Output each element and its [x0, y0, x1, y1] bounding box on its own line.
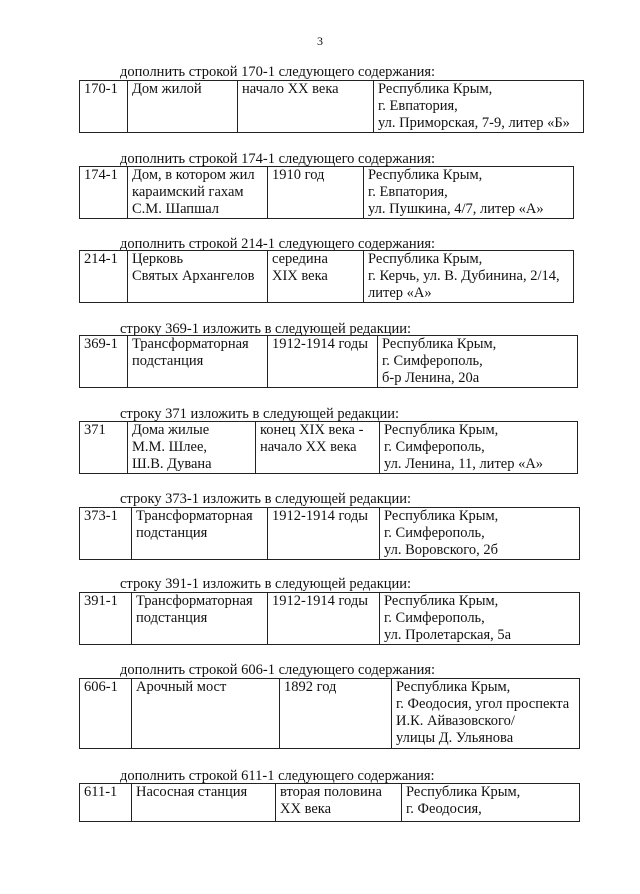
- entry-number-line: 391-1: [84, 593, 118, 609]
- object-name-line: Насосная станция: [136, 784, 248, 800]
- object-address: [364, 167, 574, 219]
- object-name-line: Святых Архангелов: [132, 268, 255, 284]
- entry-number: [80, 679, 132, 749]
- table-row: [80, 784, 580, 822]
- entry-number: [80, 784, 132, 822]
- object-name: [132, 784, 276, 822]
- object-name: [132, 679, 280, 749]
- object-address-line: ул. Воровского, 2б: [384, 542, 498, 558]
- entry-number-line: 369-1: [84, 336, 118, 352]
- object-address: [402, 784, 580, 822]
- object-address-line: Республика Крым,: [382, 336, 497, 352]
- object-date-line: конец XIX века -: [260, 422, 364, 438]
- entry-number-line: 170-1: [84, 81, 118, 97]
- object-name-line: Трансформаторная: [132, 336, 249, 352]
- object-name-line: Трансформаторная: [136, 508, 253, 524]
- object-date-line: 1910 год: [272, 167, 325, 183]
- table-row: [80, 251, 574, 303]
- object-name-line: подстанция: [136, 525, 208, 541]
- section-intro: дополнить строкой 611-1 следующего содержания:: [120, 768, 435, 784]
- entry-number: [80, 336, 128, 388]
- table-row: [80, 167, 574, 219]
- object-address: [380, 508, 580, 560]
- object-date-line: начало XX века: [260, 439, 357, 455]
- object-address-line: Республика Крым,: [368, 167, 483, 183]
- entry-table: [79, 421, 578, 474]
- object-name-line: подстанция: [132, 353, 204, 369]
- section-intro: дополнить строкой 606-1 следующего содержания:: [120, 662, 436, 678]
- object-address-line: ул. Ленина, 11, литер «А»: [384, 456, 544, 472]
- entry-table: [79, 783, 580, 822]
- object-date-line: начало XX века: [242, 81, 339, 97]
- section-intro: строку 391-1 изложить в следующей редакции:: [120, 576, 412, 592]
- table-row: [80, 422, 578, 474]
- section-intro: строку 373-1 изложить в следующей редакции:: [120, 491, 412, 507]
- table-row: [80, 593, 580, 645]
- object-address-line: г. Феодосия,: [406, 801, 482, 817]
- object-address-line: г. Керчь, ул. В. Дубинина, 2/14,: [368, 268, 560, 284]
- object-address-line: г. Феодосия, угол проспекта: [396, 696, 570, 712]
- object-address-line: И.К. Айвазовского/: [396, 713, 515, 729]
- object-name-line: подстанция: [136, 610, 208, 626]
- entry-number: [80, 81, 128, 133]
- object-name-line: М.М. Шлее,: [132, 439, 208, 455]
- section-intro: дополнить строкой 170-1 следующего содержания:: [120, 64, 436, 80]
- section-intro: строку 369-1 изложить в следующей редакции:: [120, 321, 412, 337]
- object-address-line: б-р Ленина, 20а: [382, 370, 480, 386]
- entry-number-line: 611-1: [84, 784, 118, 800]
- entry-number-line: 174-1: [84, 167, 118, 183]
- object-date: [238, 81, 374, 133]
- object-date: [276, 784, 402, 822]
- object-address: [364, 251, 574, 303]
- entry-table: [79, 335, 578, 388]
- entry-table: [79, 592, 580, 645]
- object-name-line: С.М. Шапшал: [132, 201, 220, 217]
- object-address: [374, 81, 584, 133]
- object-address-line: Республика Крым,: [378, 81, 493, 97]
- entry-number: [80, 508, 132, 560]
- entry-number: [80, 422, 128, 474]
- object-name: [128, 422, 256, 474]
- object-name-line: Церковь: [132, 251, 184, 267]
- object-date: [268, 336, 378, 388]
- object-date: [268, 508, 380, 560]
- object-name: [128, 251, 268, 303]
- object-address: [380, 593, 580, 645]
- object-date-line: вторая половина: [280, 784, 382, 800]
- entry-number-line: 214-1: [84, 251, 118, 267]
- object-address-line: ул. Пролетарская, 5а: [384, 627, 512, 643]
- object-address-line: Республика Крым,: [384, 593, 499, 609]
- object-name-line: Дом жилой: [132, 81, 202, 97]
- entry-number: [80, 251, 128, 303]
- table-row: [80, 508, 580, 560]
- object-address-line: Республика Крым,: [384, 422, 499, 438]
- object-name-line: Трансформаторная: [136, 593, 253, 609]
- entry-table: [79, 250, 574, 303]
- table-row: [80, 679, 580, 749]
- object-date: [256, 422, 380, 474]
- object-address-line: Республика Крым,: [396, 679, 511, 695]
- object-name-line: Дом, в котором жил: [132, 167, 255, 183]
- object-name: [128, 81, 238, 133]
- object-address: [392, 679, 580, 749]
- section-intro: дополнить строкой 174-1 следующего содержания:: [120, 151, 436, 167]
- object-date: [280, 679, 392, 749]
- object-name-line: караимский гахам: [132, 184, 244, 200]
- object-date: [268, 167, 364, 219]
- object-date-line: 1912-1914 годы: [272, 593, 368, 609]
- object-address-line: ул. Приморская, 7-9, литер «Б»: [378, 115, 570, 131]
- object-address-line: г. Евпатория,: [368, 184, 448, 200]
- object-date-line: XX века: [280, 801, 332, 817]
- table-row: [80, 81, 584, 133]
- object-address-line: г. Симферополь,: [384, 610, 485, 626]
- object-address-line: г. Евпатория,: [378, 98, 458, 114]
- object-address: [380, 422, 578, 474]
- section-intro: строку 371 изложить в следующей редакции:: [120, 406, 399, 422]
- entry-table: [79, 80, 584, 133]
- object-date-line: 1912-1914 годы: [272, 336, 368, 352]
- entry-table: [79, 166, 574, 219]
- entry-number-line: 606-1: [84, 679, 118, 695]
- object-date-line: XIX века: [272, 268, 328, 284]
- object-name: [128, 336, 268, 388]
- table-row: [80, 336, 578, 388]
- entry-number-line: 371: [84, 422, 106, 438]
- object-address-line: г. Симферополь,: [384, 525, 485, 541]
- entry-table: [79, 678, 580, 749]
- object-address-line: Республика Крым,: [406, 784, 521, 800]
- object-address-line: г. Симферополь,: [382, 353, 483, 369]
- object-address-line: Республика Крым,: [384, 508, 499, 524]
- object-name-line: Ш.В. Дувана: [132, 456, 212, 472]
- object-address-line: ул. Пушкина, 4/7, литер «А»: [368, 201, 544, 217]
- object-address-line: Республика Крым,: [368, 251, 483, 267]
- page-number: 3: [317, 34, 323, 48]
- object-address-line: улицы Д. Ульянова: [396, 730, 514, 746]
- entry-number: [80, 593, 132, 645]
- object-address-line: литер «А»: [368, 285, 432, 301]
- object-date: [268, 251, 364, 303]
- entry-table: [79, 507, 580, 560]
- section-intro: дополнить строкой 214-1 следующего содержания:: [120, 236, 436, 252]
- object-name: [128, 167, 268, 219]
- object-name: [132, 593, 268, 645]
- object-address: [378, 336, 578, 388]
- object-address-line: г. Симферополь,: [384, 439, 485, 455]
- object-date-line: 1892 год: [284, 679, 337, 695]
- object-name-line: Арочный мост: [136, 679, 227, 695]
- entry-number: [80, 167, 128, 219]
- object-name: [132, 508, 268, 560]
- object-name-line: Дома жилые: [132, 422, 210, 438]
- entry-number-line: 373-1: [84, 508, 118, 524]
- object-date: [268, 593, 380, 645]
- object-date-line: середина: [272, 251, 328, 267]
- object-date-line: 1912-1914 годы: [272, 508, 368, 524]
